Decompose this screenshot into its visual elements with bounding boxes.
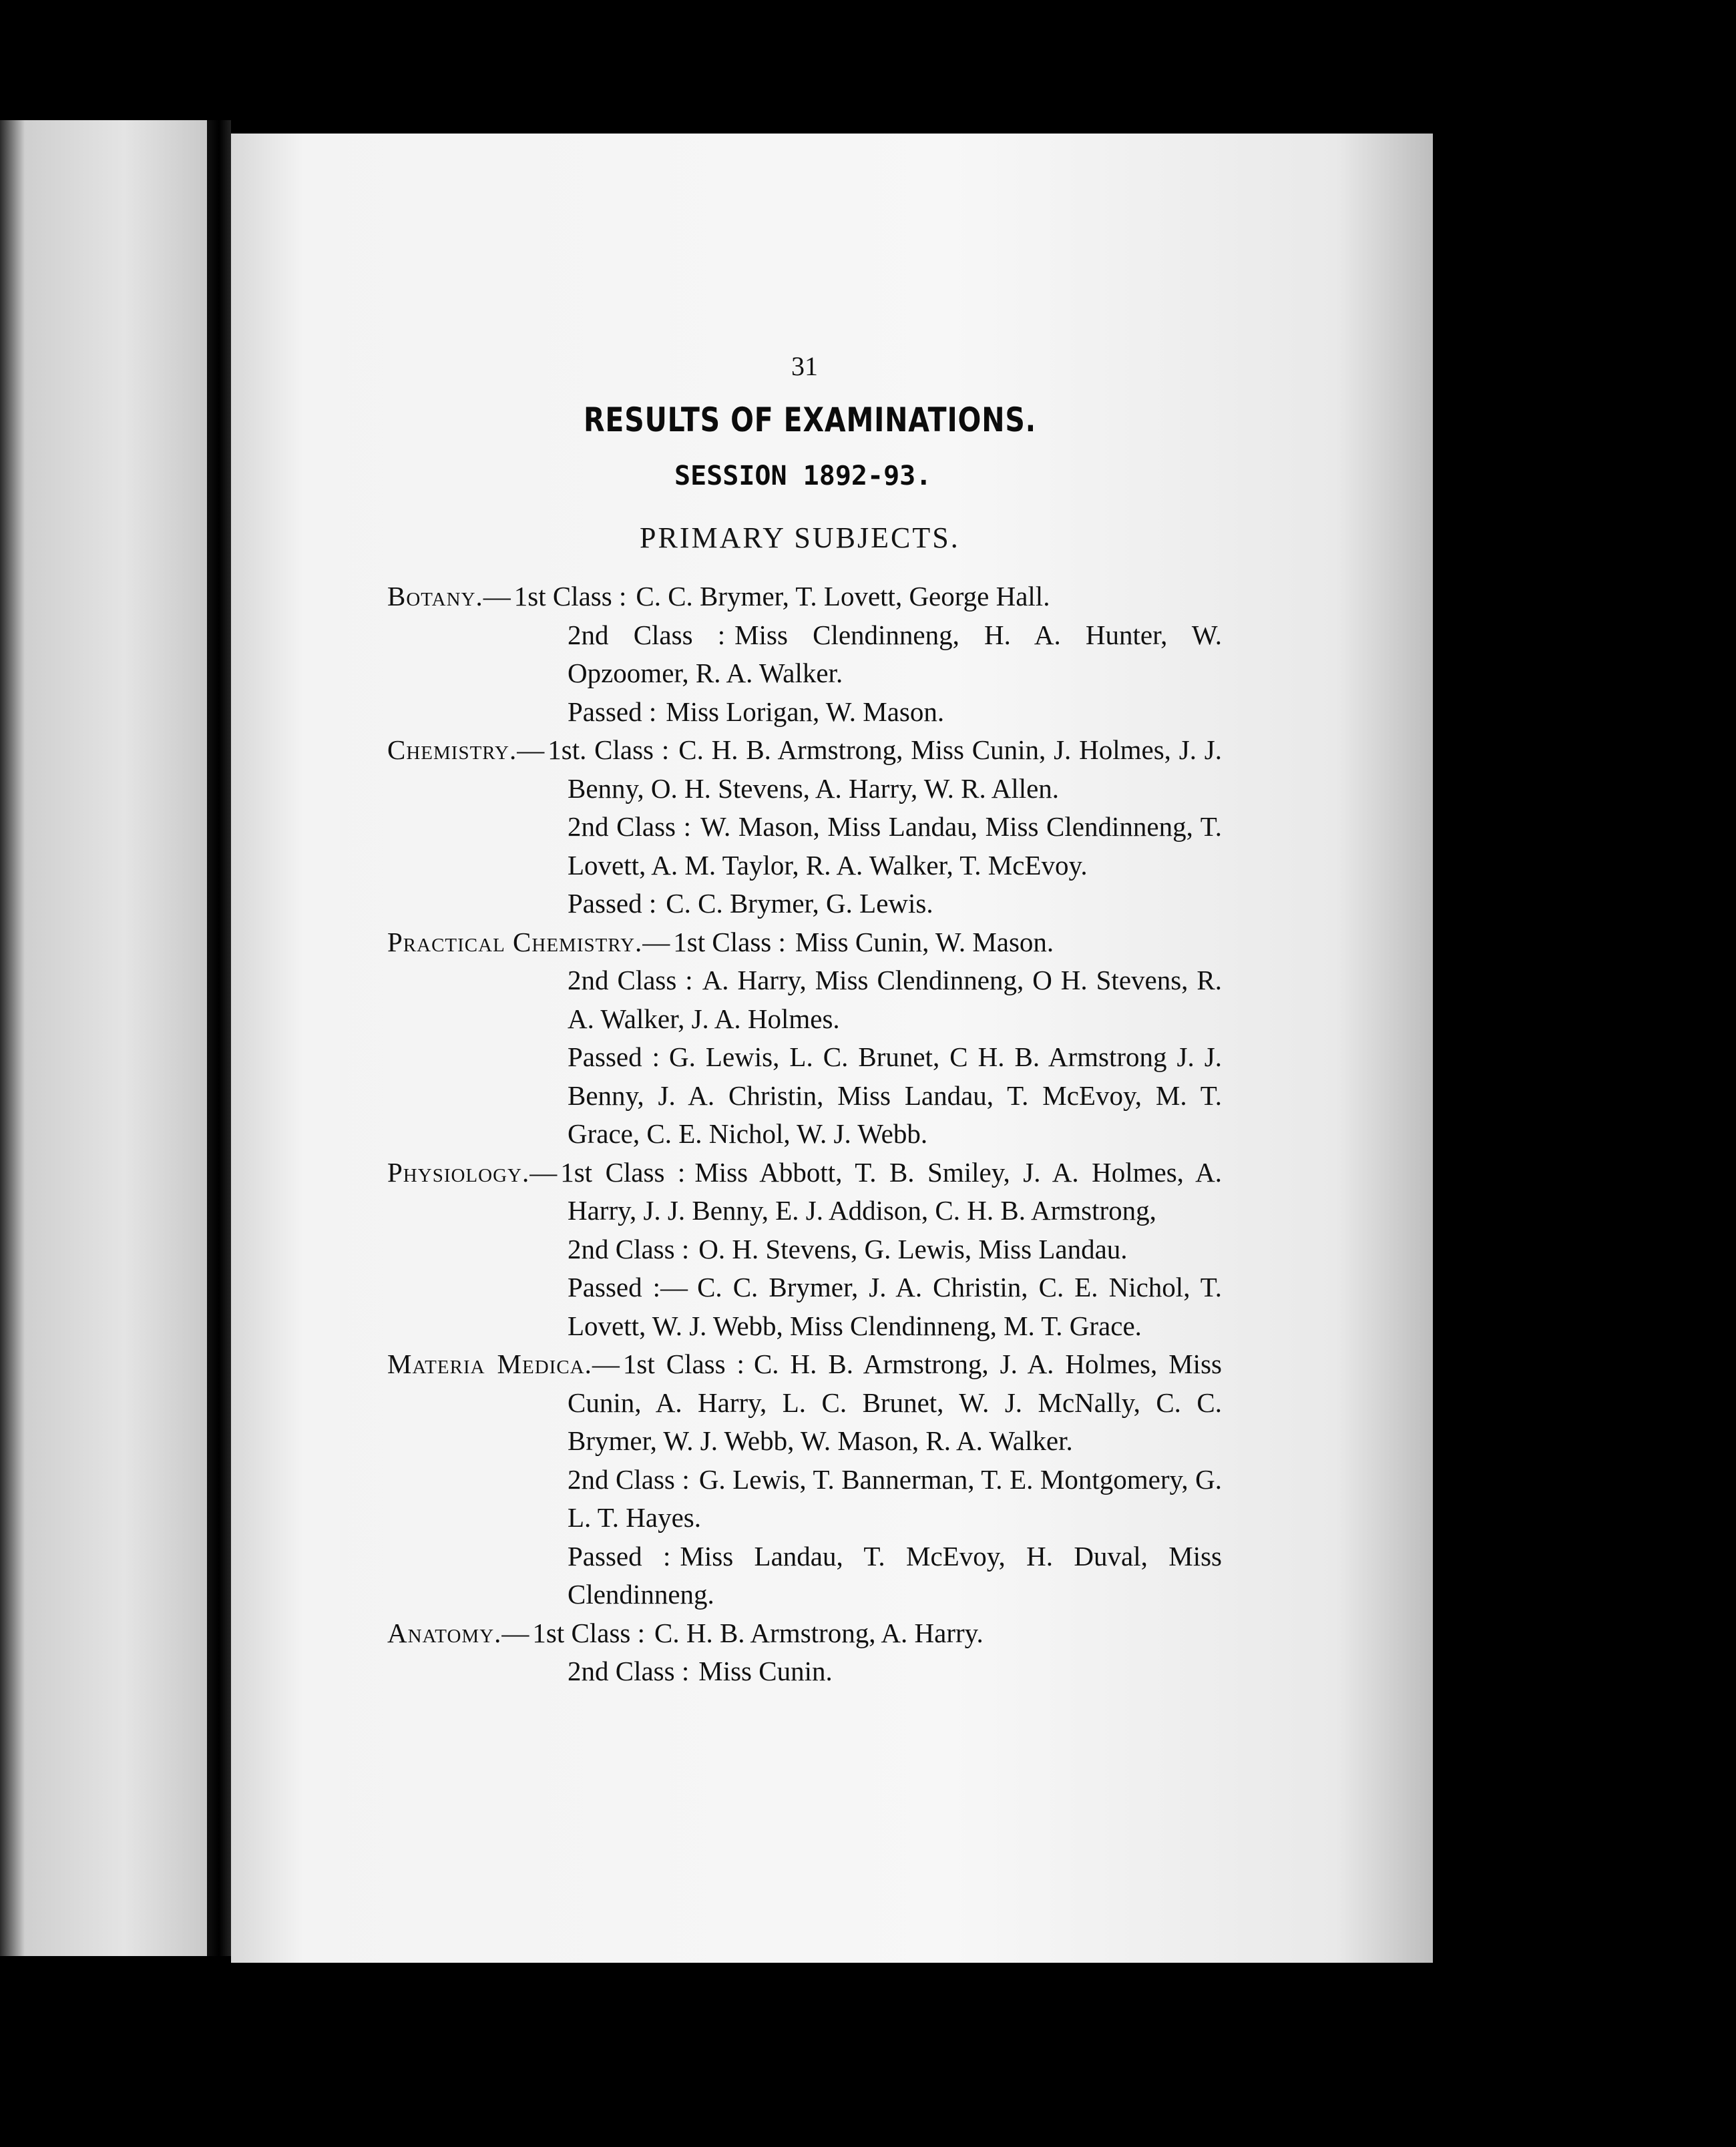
book-gutter <box>207 120 231 1956</box>
class-result <box>387 731 1222 808</box>
page-number: 31 <box>791 351 818 381</box>
class-names: Miss Cunin. <box>698 1656 833 1686</box>
class-label: 1st Class : <box>532 1617 645 1648</box>
class-names: C. C. Brymer, J. A. Christin, C. E. Nichol, T. Lovett, W. J. Webb, Miss Clendinneng, M. T. Grace. <box>568 1272 1223 1341</box>
page-title: RESULTS OF EXAMINATIONS. <box>584 401 1037 439</box>
subject-name: Anatomy.— <box>387 1617 530 1648</box>
subject-entry <box>387 1614 1222 1691</box>
class-names: O. H. Stevens, G. Lewis, Miss Landau. <box>698 1233 1128 1264</box>
subject-entry <box>387 1345 1222 1614</box>
class-names: Miss Cunin, W. Mason. <box>795 926 1054 957</box>
class-label: Passed : <box>568 888 657 919</box>
subject-entry <box>387 1154 1222 1346</box>
page-edge-shadow <box>1433 134 1446 1963</box>
subject-entry <box>387 731 1222 923</box>
class-label: Passed : <box>568 1041 660 1072</box>
class-result <box>568 1537 1222 1614</box>
class-names: W. Mason, Miss Landau, Miss Clendinneng, T. Lovett, A. M. Taylor, R. A. Walker, T. McEvoy. <box>568 811 1222 881</box>
class-names: Miss Lorigan, W. Mason. <box>666 696 945 727</box>
class-label: 1st. Class : <box>548 734 670 765</box>
class-label: 1st Class : <box>560 1156 686 1188</box>
class-label: Passed : <box>568 1540 671 1572</box>
class-label: 2nd Class : <box>568 965 693 995</box>
class-result <box>568 1652 1222 1691</box>
subject-entry <box>387 577 1222 731</box>
class-result <box>568 1268 1222 1345</box>
class-result <box>568 961 1222 1038</box>
class-result <box>387 923 1222 962</box>
class-label: 1st Class : <box>673 926 786 957</box>
class-label: Passed :— <box>568 1272 688 1302</box>
class-names: Miss Clendinneng, H. A. Hunter, W. Opzoomer, R. A. Walker. <box>568 619 1223 688</box>
subject-name: Chemistry.— <box>387 734 546 765</box>
class-label: 2nd Class : <box>568 1233 690 1264</box>
section-subtitle: PRIMARY SUBJECTS. <box>640 521 960 554</box>
adjacent-page-edge <box>0 120 207 1956</box>
class-result <box>387 1154 1222 1230</box>
class-names: Miss Abbott, T. B. Smiley, J. A. Holmes, A. Harry, J. J. Benny, E. J. Addison, C. H. B. Armstrong, <box>568 1156 1222 1226</box>
subject-name: Physiology.— <box>387 1156 558 1188</box>
class-result <box>568 693 1222 732</box>
class-label: Passed : <box>568 696 657 727</box>
class-label: 2nd Class : <box>568 811 692 842</box>
class-result <box>387 1614 1222 1653</box>
class-label: 1st Class : <box>513 581 627 612</box>
class-names: C. C. Brymer, T. Lovett, George Hall. <box>636 581 1050 612</box>
class-names: C. C. Brymer, G. Lewis. <box>666 888 933 919</box>
class-label: 2nd Class : <box>568 619 726 650</box>
subject-name: Materia Medica.— <box>387 1349 620 1379</box>
class-result <box>568 885 1222 923</box>
class-names: C. H. B. Armstrong, J. A. Holmes, Miss Cunin, A. Harry, L. C. Brunet, W. J. McNally, C. C. Brymer, W. J. Webb, W. Mason, R. A. Walker. <box>568 1349 1222 1456</box>
class-names: G. Lewis, L. C. Brunet, C H. B. Armstrong J. J. Benny, J. A. Christin, Miss Landau, T. McEvoy, M. T. Grace, C. E. Nichol, W. J. Webb. <box>568 1041 1222 1149</box>
class-result <box>568 808 1222 885</box>
subject-entry <box>387 923 1222 1154</box>
subject-name: Botany.— <box>387 581 511 612</box>
class-label: 1st Class : <box>622 1349 744 1379</box>
class-result <box>568 616 1222 693</box>
class-result <box>568 1461 1222 1537</box>
results-list <box>387 577 1222 1691</box>
class-label: 2nd Class : <box>568 1656 690 1686</box>
class-result <box>568 1038 1222 1154</box>
subject-name: Practical Chemistry.— <box>387 926 671 957</box>
class-names: C. H. B. Armstrong, A. Harry. <box>654 1617 984 1648</box>
class-result <box>387 577 1222 616</box>
class-result <box>568 1230 1222 1269</box>
class-names: G. Lewis, T. Bannerman, T. E. Montgomery, G. L. T. Hayes. <box>568 1463 1222 1533</box>
class-result <box>387 1345 1222 1461</box>
session-heading: SESSION 1892-93. <box>674 461 932 491</box>
class-names: A. Harry, Miss Clendinneng, O H. Stevens, R. A. Walker, J. A. Holmes. <box>568 965 1222 1034</box>
class-names: C. H. B. Armstrong, Miss Cunin, J. Holmes, J. J. Benny, O. H. Stevens, A. Harry, W. R. Allen. <box>568 734 1222 804</box>
class-names: Miss Landau, T. McEvoy, H. Duval, Miss Clendinneng. <box>568 1540 1223 1610</box>
class-label: 2nd Class : <box>568 1463 690 1495</box>
